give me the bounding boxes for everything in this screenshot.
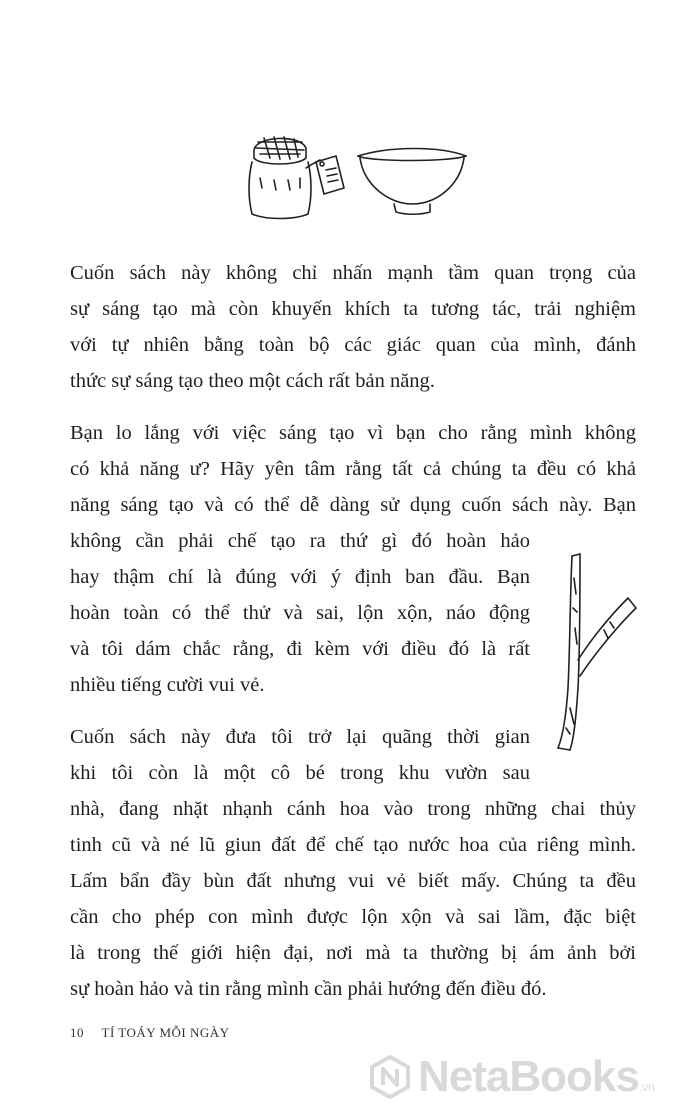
paragraph-2 xyxy=(70,415,636,703)
text-line: hay thậm chí là đúng với ý định ban đầu. Bạn xyxy=(70,566,530,588)
text-line: Cuốn sách này đưa tôi trở lại quãng thời gian xyxy=(70,726,530,748)
text-line: nhà, đang nhặt nhạnh cánh hoa vào trong những chai thủy xyxy=(70,798,636,820)
text-line: thức sự sáng tạo theo một cách rất bản năng. xyxy=(70,370,435,392)
paragraph-1 xyxy=(70,255,636,399)
text-line: Cuốn sách này không chỉ nhấn mạnh tầm quan trọng của xyxy=(70,262,636,284)
watermark-text: NetaBooks xyxy=(418,1052,639,1101)
running-title: TÍ TOÁY MỖI NGÀY xyxy=(101,1025,230,1040)
paragraph-3 xyxy=(70,719,636,1007)
watermark-suffix: .vn xyxy=(638,1080,655,1094)
watermark xyxy=(368,1052,655,1102)
text-line: sự hoàn hảo và tin rằng mình cần phải hướng đến điều đó. xyxy=(70,978,547,1000)
text-line: với tự nhiên bằng toàn bộ các giác quan của mình, đánh xyxy=(70,334,636,356)
jar-icon xyxy=(249,137,344,219)
text-line: Bạn lo lắng với việc sáng tạo vì bạn cho rằng mình không xyxy=(70,422,636,444)
text-line: nhiều tiếng cười vui vẻ. xyxy=(70,674,265,696)
text-line: Lấm bẩn đầy bùn đất nhưng vui vẻ biết mấy. Chúng ta đều xyxy=(70,870,636,892)
text-line: và tôi dám chắc rằng, đi kèm với điều đó là rất xyxy=(70,638,530,660)
bowl-icon xyxy=(358,149,466,215)
top-illustration xyxy=(240,128,480,233)
body-text xyxy=(70,255,636,1023)
text-line: khi tôi còn là một cô bé trong khu vườn sau xyxy=(70,762,530,784)
page-number: 10 xyxy=(70,1025,84,1040)
text-line: sự sáng tạo mà còn khuyến khích ta tương tác, trải nghiệm xyxy=(70,298,636,320)
text-line: năng sáng tạo và có thể dễ dàng sử dụng cuốn sách này. Bạn xyxy=(70,494,636,516)
text-line: tinh cũ và né lũ giun đất để chế tạo nước hoa của riêng mình. xyxy=(70,834,636,856)
text-line: có khả năng ư? Hãy yên tâm rằng tất cả chúng ta đều có khả xyxy=(70,458,636,480)
text-line: cần cho phép con mình được lộn xộn và sai lầm, đặc biệt xyxy=(70,906,636,928)
text-line: không cần phải chế tạo ra thứ gì đó hoàn hảo xyxy=(70,530,530,552)
page-footer xyxy=(70,1025,230,1041)
text-line: hoàn toàn có thể thử và sai, lộn xộn, náo động xyxy=(70,602,530,624)
text-line: là trong thế giới hiện đại, nơi mà ta thường bị ám ảnh bởi xyxy=(70,942,636,964)
netabooks-logo-icon xyxy=(368,1055,412,1099)
